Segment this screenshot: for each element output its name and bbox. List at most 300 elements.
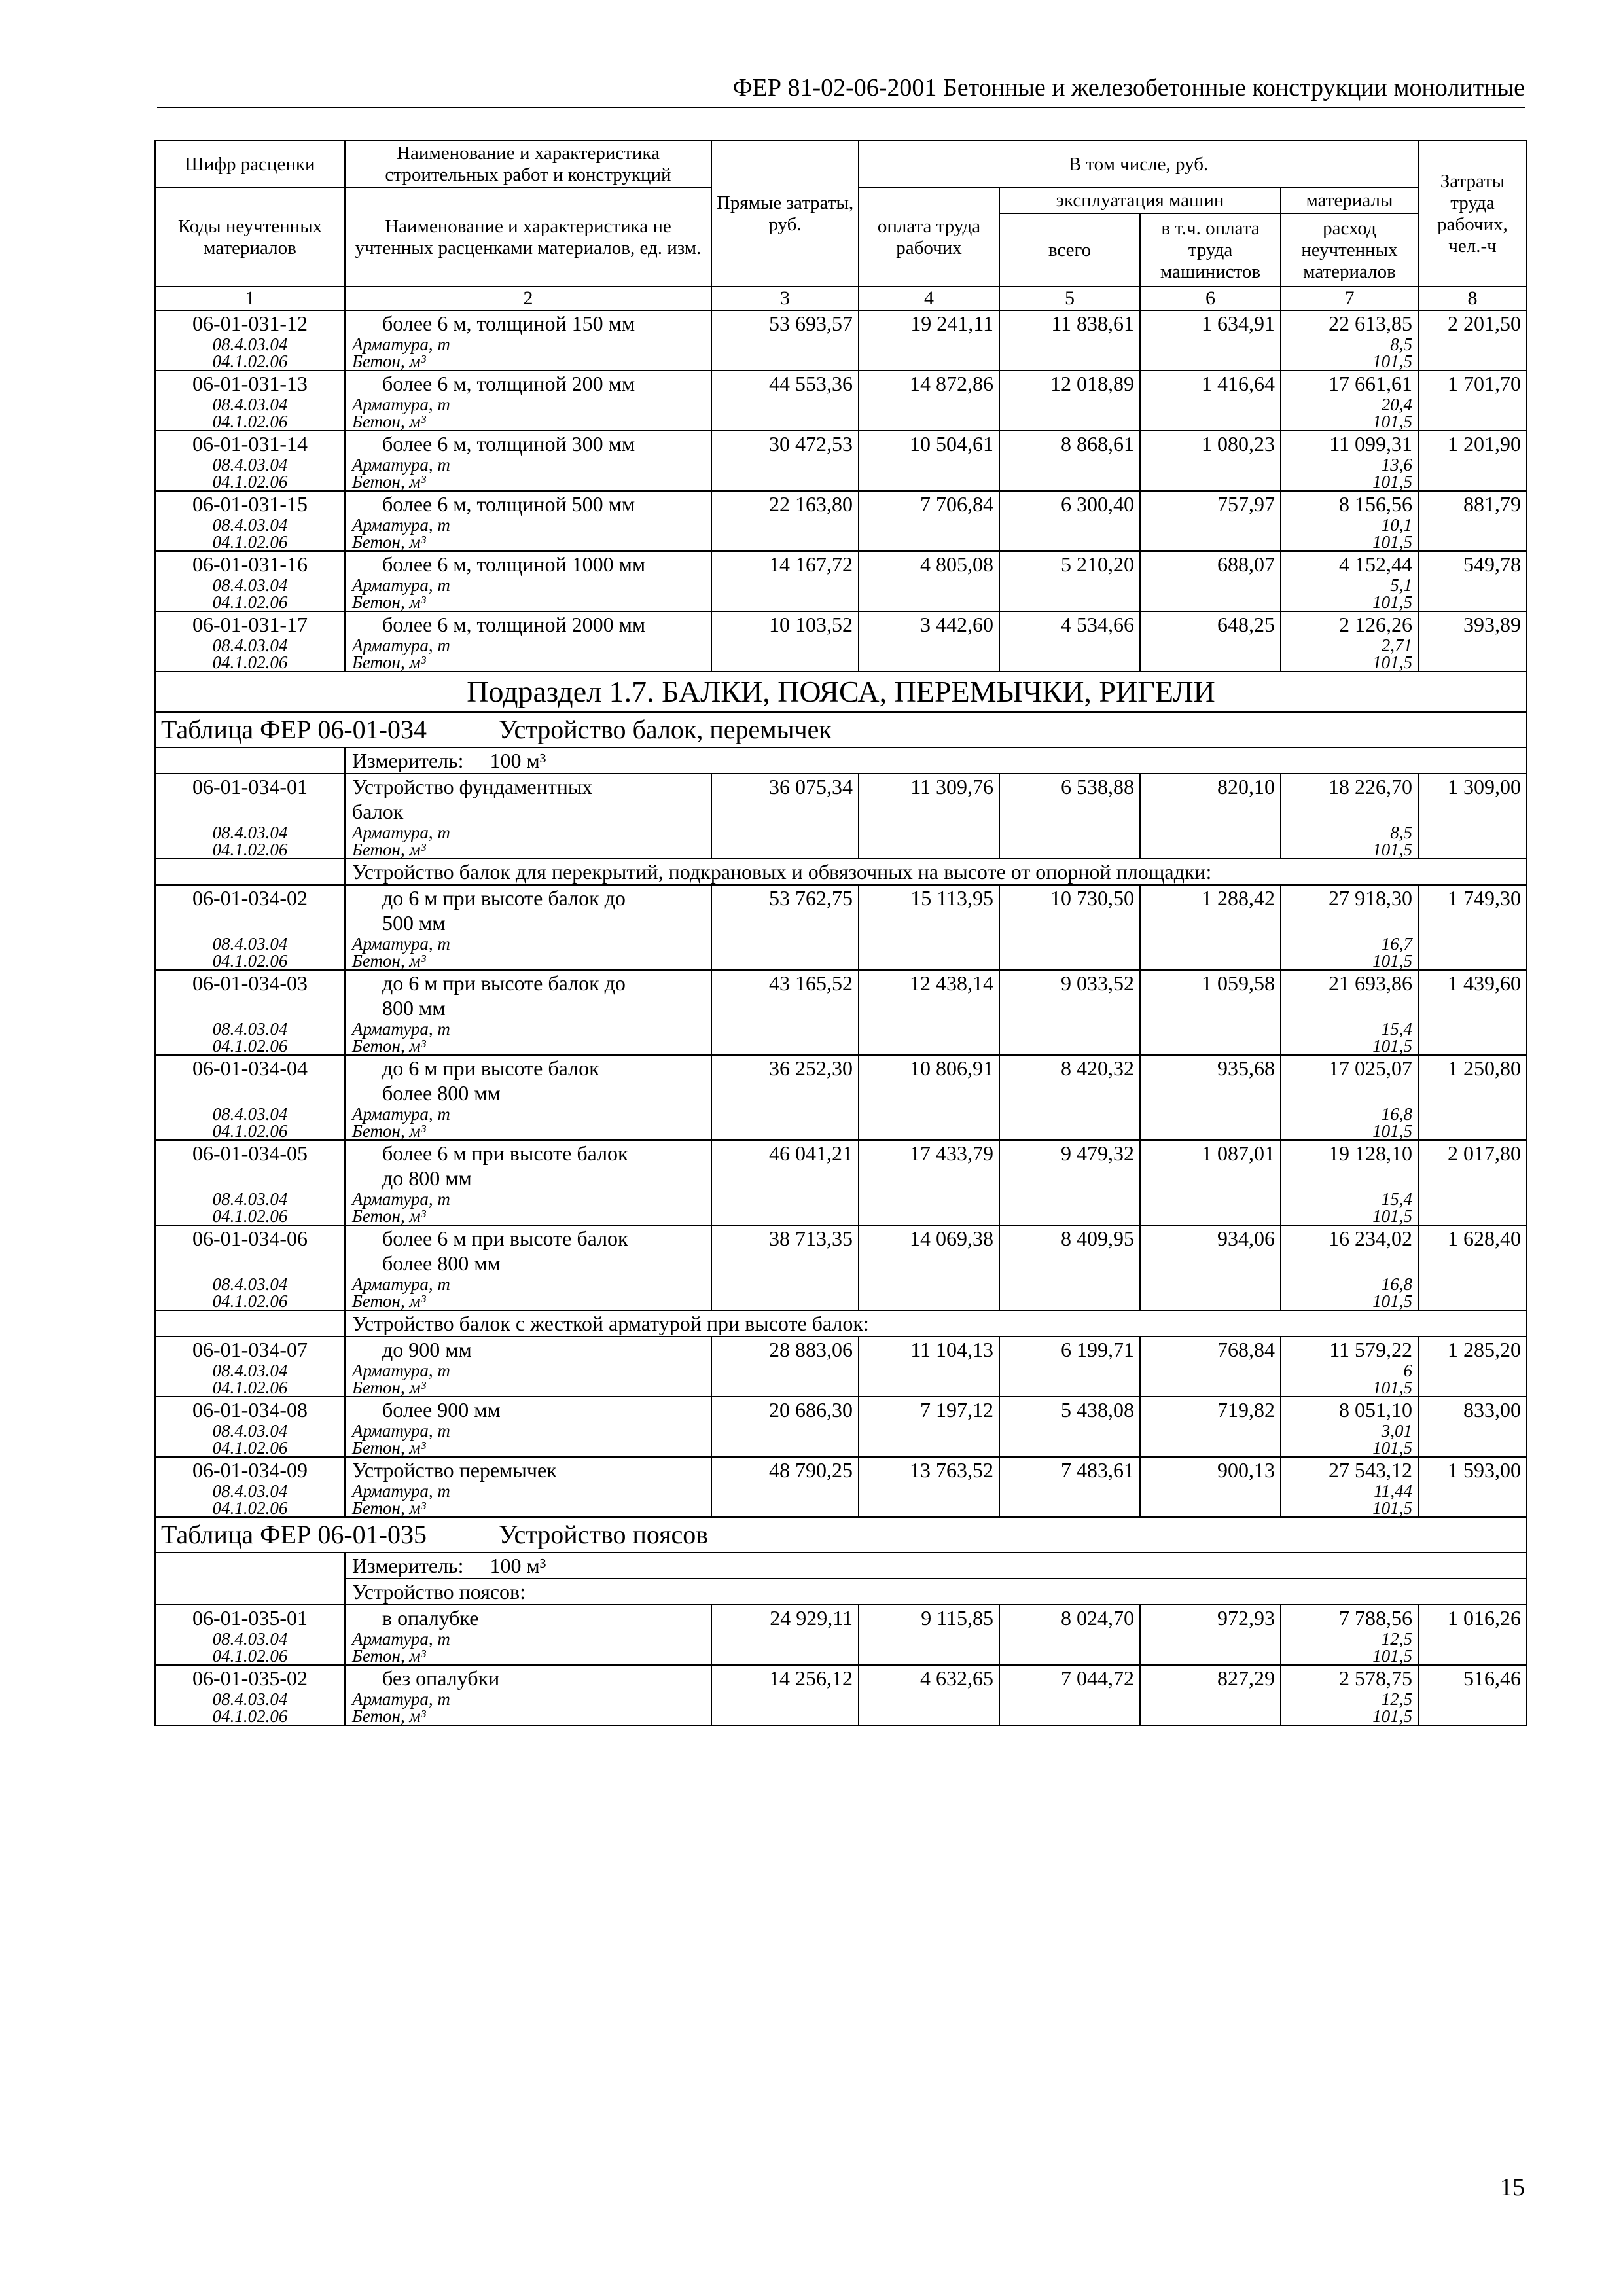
rate-code: 06-01-034-07 [155,1336,345,1362]
measure-label: Измеритель: [352,1554,464,1577]
material-qty: 15,4 [1281,1020,1418,1037]
material-name: Бетон, м³ [345,353,711,370]
material-qty: 101,5 [1281,1037,1418,1055]
col-name-top: Наименование и характеристика строительных работ и конструкций [345,141,711,188]
material-code: 04.1.02.06 [155,1208,345,1225]
material-name: Бетон, м³ [345,1499,711,1517]
machinist-pay: 768,84 [1140,1336,1281,1397]
labor-hours: 549,78 [1418,551,1527,611]
col-codes: Коды неучтенных материалов [155,188,345,287]
rate-row [155,611,1527,637]
machinist-pay: 1 634,91 [1140,310,1281,370]
rate-code: 06-01-031-13 [155,370,345,396]
material-code: 08.4.03.04 [155,456,345,473]
machines-total: 8 420,32 [999,1055,1140,1140]
material-name: Арматура, т [345,396,711,413]
material-code: 08.4.03.04 [155,1020,345,1037]
page-header: ФЕР 81-02-06-2001 Бетонные и железобетонные конструкции монолитные [732,74,1525,101]
machines-total: 9 033,52 [999,970,1140,1055]
machines-total: 8 868,61 [999,431,1140,491]
material-name: Арматура, т [345,1691,711,1708]
material-name: Арматура, т [345,637,711,654]
measure-cell [345,747,1527,774]
direct-cost: 20 686,30 [711,1397,859,1457]
labor-hours: 1 250,80 [1418,1055,1527,1140]
material-name: Арматура, т [345,1362,711,1379]
rate-row [155,551,1527,577]
machines-total: 9 479,32 [999,1140,1140,1225]
rate-row [155,370,1527,396]
material-qty: 101,5 [1281,841,1418,859]
material-qty: 10,1 [1281,516,1418,533]
labor-hours: 881,79 [1418,491,1527,551]
machinist-pay: 935,68 [1140,1055,1281,1140]
labor-pay: 19 241,11 [859,310,999,370]
labor-pay: 10 806,91 [859,1055,999,1140]
machinist-pay: 688,07 [1140,551,1281,611]
material-qty: 101,5 [1281,1293,1418,1310]
labor-pay: 3 442,60 [859,611,999,672]
rate-row [155,1605,1527,1630]
labor-pay: 4 805,08 [859,551,999,611]
materials-cost: 27 918,30 [1281,885,1418,910]
group-label: Устройство поясов: [345,1579,1527,1605]
material-code: 04.1.02.06 [155,1293,345,1310]
rate-name: более 6 м при высоте балок [345,1225,711,1251]
blank-cell [155,1579,345,1605]
machinist-pay: 972,93 [1140,1605,1281,1665]
rate-code: 06-01-031-12 [155,310,345,336]
labor-hours: 1 628,40 [1418,1225,1527,1310]
material-qty: 101,5 [1281,413,1418,431]
blank-cell [155,1552,345,1579]
materials-cost: 2 578,75 [1281,1665,1418,1691]
rate-row [155,491,1527,516]
material-qty: 101,5 [1281,952,1418,970]
machines-total: 5 438,08 [999,1397,1140,1457]
labor-pay: 9 115,85 [859,1605,999,1665]
rate-row [155,1457,1527,1482]
material-code: 08.4.03.04 [155,824,345,841]
machinist-pay: 1 416,64 [1140,370,1281,431]
rate-row [155,774,1527,799]
labor-hours: 516,46 [1418,1665,1527,1725]
header-rule [157,107,1525,108]
material-code: 04.1.02.06 [155,841,345,859]
col-direct: Прямые затраты, руб. [711,141,859,287]
material-code: 08.4.03.04 [155,1630,345,1647]
material-code: 04.1.02.06 [155,594,345,611]
table-heading-cell [155,712,1527,747]
rate-name: до 6 м при высоте балок до [345,970,711,996]
machinist-pay: 827,29 [1140,1665,1281,1725]
blank-cell [155,1081,345,1105]
material-code: 08.4.03.04 [155,1191,345,1208]
material-qty: 11,44 [1281,1482,1418,1499]
rate-name-cont: более 800 мм [345,1081,711,1105]
machines-total: 11 838,61 [999,310,1140,370]
rate-name: до 6 м при высоте балок до [345,885,711,910]
col-materials-unaccounted: расход неучтенных материалов [1281,213,1418,287]
machines-total: 5 210,20 [999,551,1140,611]
blank-cell [155,799,345,824]
machinist-pay: 1 087,01 [1140,1140,1281,1225]
direct-cost: 22 163,80 [711,491,859,551]
direct-cost: 10 103,52 [711,611,859,672]
material-qty: 101,5 [1281,473,1418,491]
machines-total: 10 730,50 [999,885,1140,970]
blank-cell [155,859,345,885]
material-qty: 101,5 [1281,1708,1418,1725]
material-code: 08.4.03.04 [155,1691,345,1708]
material-name: Арматура, т [345,1020,711,1037]
labor-pay: 17 433,79 [859,1140,999,1225]
col-num: 2 [345,287,711,310]
table-heading-cell [155,1517,1527,1552]
col-num: 1 [155,287,345,310]
group-row [155,1579,1527,1605]
material-name: Бетон, м³ [345,413,711,431]
page-number: 15 [1500,2174,1525,2201]
material-qty: 15,4 [1281,1191,1418,1208]
rate-name: более 900 мм [345,1397,711,1422]
rate-row [155,1397,1527,1422]
col-machines-total: всего [999,213,1140,287]
table-title: Устройство поясов [499,1520,709,1549]
materials-cost: 17 025,07 [1281,1055,1418,1081]
labor-pay: 14 872,86 [859,370,999,431]
table-heading [155,1517,1527,1552]
labor-hours: 1 309,00 [1418,774,1527,859]
material-code: 08.4.03.04 [155,516,345,533]
rate-name-cont: 500 мм [345,910,711,935]
material-name: Арматура, т [345,1422,711,1439]
col-materials: материалы [1281,188,1418,213]
material-code: 04.1.02.06 [155,533,345,551]
material-name: Бетон, м³ [345,1708,711,1725]
material-qty: 6 [1281,1362,1418,1379]
machines-total: 4 534,66 [999,611,1140,672]
material-qty: 3,01 [1281,1422,1418,1439]
table-title: Устройство балок, перемычек [499,715,832,744]
material-name: Арматура, т [345,1482,711,1499]
materials-cost: 8 051,10 [1281,1397,1418,1422]
materials-cost: 22 613,85 [1281,310,1418,336]
labor-hours: 1 439,60 [1418,970,1527,1055]
blank-cell [1281,1081,1418,1105]
labor-pay: 12 438,14 [859,970,999,1055]
rate-name: до 6 м при высоте балок [345,1055,711,1081]
material-name: Бетон, м³ [345,1122,711,1140]
col-num: 7 [1281,287,1418,310]
measure-value: 100 м³ [490,749,546,772]
measure-label: Измеритель: [352,749,464,772]
rate-row [155,310,1527,336]
rate-code: 06-01-034-05 [155,1140,345,1166]
labor-hours: 2 017,80 [1418,1140,1527,1225]
direct-cost: 53 693,57 [711,310,859,370]
labor-hours: 2 201,50 [1418,310,1527,370]
rate-code: 06-01-034-01 [155,774,345,799]
material-name: Арматура, т [345,1276,711,1293]
material-qty: 101,5 [1281,594,1418,611]
material-code: 04.1.02.06 [155,1499,345,1517]
rate-code: 06-01-031-17 [155,611,345,637]
rate-name-cont: 800 мм [345,996,711,1020]
rate-name: без опалубки [345,1665,711,1691]
material-qty: 2,71 [1281,637,1418,654]
material-code: 04.1.02.06 [155,1439,345,1457]
col-num: 6 [1140,287,1281,310]
measure-cell [345,1552,1527,1579]
labor-hours: 1 701,70 [1418,370,1527,431]
direct-cost: 14 256,12 [711,1665,859,1725]
labor-hours: 1 201,90 [1418,431,1527,491]
rate-name: более 6 м, толщиной 200 мм [345,370,711,396]
rate-code: 06-01-034-03 [155,970,345,996]
material-code: 08.4.03.04 [155,577,345,594]
material-code: 04.1.02.06 [155,654,345,672]
blank-cell [155,996,345,1020]
col-num: 5 [999,287,1140,310]
col-num: 8 [1418,287,1527,310]
material-qty: 101,5 [1281,1439,1418,1457]
material-qty: 12,5 [1281,1630,1418,1647]
machines-total: 6 538,88 [999,774,1140,859]
material-name: Арматура, т [345,336,711,353]
direct-cost: 46 041,21 [711,1140,859,1225]
rate-name: в опалубке [345,1605,711,1630]
materials-cost: 21 693,86 [1281,970,1418,996]
direct-cost: 24 929,11 [711,1605,859,1665]
rate-code: 06-01-034-04 [155,1055,345,1081]
labor-pay: 7 197,12 [859,1397,999,1457]
group-row [155,1310,1527,1336]
machinist-pay: 900,13 [1140,1457,1281,1517]
rate-name: более 6 м, толщиной 500 мм [345,491,711,516]
machinist-pay: 934,06 [1140,1225,1281,1310]
labor-pay: 15 113,95 [859,885,999,970]
col-machines: эксплуатация машин [999,188,1281,213]
machinist-pay: 1 080,23 [1140,431,1281,491]
direct-cost: 28 883,06 [711,1336,859,1397]
material-code: 08.4.03.04 [155,1105,345,1122]
rate-name-cont: до 800 мм [345,1166,711,1191]
material-name: Бетон, м³ [345,1208,711,1225]
labor-pay: 14 069,38 [859,1225,999,1310]
rate-name: более 6 м, толщиной 150 мм [345,310,711,336]
labor-hours: 1 749,30 [1418,885,1527,970]
rate-code: 06-01-034-08 [155,1397,345,1422]
rate-name: более 6 м, толщиной 2000 мм [345,611,711,637]
table-label: Таблица ФЕР 06-01-035 [161,1520,427,1549]
materials-cost: 11 579,22 [1281,1336,1418,1362]
direct-cost: 44 553,36 [711,370,859,431]
rate-code: 06-01-031-14 [155,431,345,456]
material-name: Бетон, м³ [345,952,711,970]
direct-cost: 30 472,53 [711,431,859,491]
rate-row [155,1336,1527,1362]
section-title: Подраздел 1.7. БАЛКИ, ПОЯСА, ПЕРЕМЫЧКИ, РИГЕЛИ [155,672,1527,712]
material-qty: 101,5 [1281,1208,1418,1225]
table-label: Таблица ФЕР 06-01-034 [161,715,427,744]
materials-cost: 4 152,44 [1281,551,1418,577]
direct-cost: 48 790,25 [711,1457,859,1517]
rate-code: 06-01-034-06 [155,1225,345,1251]
material-code: 04.1.02.06 [155,1379,345,1397]
blank-cell [155,1166,345,1191]
material-name: Бетон, м³ [345,841,711,859]
material-qty: 101,5 [1281,1122,1418,1140]
rate-row [155,885,1527,910]
direct-cost: 53 762,75 [711,885,859,970]
labor-pay: 10 504,61 [859,431,999,491]
rates-table [154,140,1527,1726]
rate-code: 06-01-031-16 [155,551,345,577]
blank-cell [1281,910,1418,935]
material-name: Арматура, т [345,1105,711,1122]
rate-code: 06-01-031-15 [155,491,345,516]
material-code: 04.1.02.06 [155,1037,345,1055]
material-qty: 16,7 [1281,935,1418,952]
materials-cost: 2 126,26 [1281,611,1418,637]
material-name: Арматура, т [345,935,711,952]
materials-cost: 8 156,56 [1281,491,1418,516]
rate-code: 06-01-035-01 [155,1605,345,1630]
col-machinist-pay: в т.ч. оплата труда машинистов [1140,213,1281,287]
labor-hours: 393,89 [1418,611,1527,672]
materials-cost: 7 788,56 [1281,1605,1418,1630]
material-code: 04.1.02.06 [155,473,345,491]
material-code: 04.1.02.06 [155,1647,345,1665]
rate-name: Устройство фундаментных [345,774,711,799]
labor-pay: 4 632,65 [859,1665,999,1725]
rate-name-cont: более 800 мм [345,1251,711,1276]
material-code: 04.1.02.06 [155,1708,345,1725]
material-code: 04.1.02.06 [155,353,345,370]
rate-name-cont: балок [345,799,711,824]
machines-total: 7 483,61 [999,1457,1140,1517]
rate-name: более 6 м, толщиной 300 мм [345,431,711,456]
material-name: Бетон, м³ [345,533,711,551]
material-code: 08.4.03.04 [155,336,345,353]
material-name: Арматура, т [345,577,711,594]
column-numbers [155,287,1527,310]
material-qty: 8,5 [1281,824,1418,841]
direct-cost: 36 075,34 [711,774,859,859]
rate-name: до 900 мм [345,1336,711,1362]
blank-cell [1281,1166,1418,1191]
material-code: 04.1.02.06 [155,1122,345,1140]
blank-cell [1281,799,1418,824]
material-code: 08.4.03.04 [155,935,345,952]
group-label: Устройство балок для перекрытий, подкрановых и обвязочных на высоте от опорной площадки: [345,859,1527,885]
material-qty: 101,5 [1281,1379,1418,1397]
machinist-pay: 719,82 [1140,1397,1281,1457]
col-labor: Затраты труда рабочих, чел.-ч [1418,141,1527,287]
labor-pay: 13 763,52 [859,1457,999,1517]
material-name: Бетон, м³ [345,1379,711,1397]
material-name: Арматура, т [345,456,711,473]
material-name: Бетон, м³ [345,594,711,611]
machines-total: 8 024,70 [999,1605,1140,1665]
material-name: Бетон, м³ [345,1037,711,1055]
blank-cell [1281,1251,1418,1276]
machinist-pay: 820,10 [1140,774,1281,859]
section-heading [155,672,1527,712]
machinist-pay: 1 288,42 [1140,885,1281,970]
labor-pay: 11 104,13 [859,1336,999,1397]
col-num: 4 [859,287,999,310]
materials-cost: 11 099,31 [1281,431,1418,456]
direct-cost: 14 167,72 [711,551,859,611]
labor-pay: 7 706,84 [859,491,999,551]
rate-row [155,1225,1527,1251]
blank-cell [155,1251,345,1276]
machines-total: 8 409,95 [999,1225,1140,1310]
blank-cell [155,1310,345,1336]
machines-total: 6 300,40 [999,491,1140,551]
machines-total: 12 018,89 [999,370,1140,431]
material-qty: 16,8 [1281,1276,1418,1293]
materials-cost: 16 234,02 [1281,1225,1418,1251]
material-qty: 101,5 [1281,654,1418,672]
material-qty: 5,1 [1281,577,1418,594]
material-qty: 16,8 [1281,1105,1418,1122]
machinist-pay: 1 059,58 [1140,970,1281,1055]
material-qty: 13,6 [1281,456,1418,473]
direct-cost: 36 252,30 [711,1055,859,1140]
labor-hours: 833,00 [1418,1397,1527,1457]
col-num: 3 [711,287,859,310]
machinist-pay: 757,97 [1140,491,1281,551]
col-incl: В том числе, руб. [859,141,1418,188]
rate-row [155,431,1527,456]
material-name: Бетон, м³ [345,654,711,672]
group-row [155,859,1527,885]
material-qty: 20,4 [1281,396,1418,413]
machines-total: 6 199,71 [999,1336,1140,1397]
rate-code: 06-01-035-02 [155,1665,345,1691]
material-code: 08.4.03.04 [155,637,345,654]
rate-name: Устройство перемычек [345,1457,711,1482]
materials-cost: 18 226,70 [1281,774,1418,799]
material-code: 08.4.03.04 [155,1362,345,1379]
labor-hours: 1 016,26 [1418,1605,1527,1665]
material-code: 08.4.03.04 [155,1276,345,1293]
rate-code: 06-01-034-02 [155,885,345,910]
material-name: Арматура, т [345,824,711,841]
group-label: Устройство балок с жесткой арматурой при высоте балок: [345,1310,1527,1336]
material-qty: 8,5 [1281,336,1418,353]
material-code: 08.4.03.04 [155,1482,345,1499]
machines-total: 7 044,72 [999,1665,1140,1725]
material-name: Бетон, м³ [345,1647,711,1665]
blank-cell [155,747,345,774]
labor-hours: 1 593,00 [1418,1457,1527,1517]
measure-row [155,1552,1527,1579]
material-code: 04.1.02.06 [155,413,345,431]
col-cipher: Шифр расценки [155,141,345,188]
material-name: Бетон, м³ [345,1293,711,1310]
measure-value: 100 м³ [490,1554,546,1577]
rate-name: более 6 м при высоте балок [345,1140,711,1166]
rate-row [155,1140,1527,1166]
material-name: Арматура, т [345,1191,711,1208]
material-name: Бетон, м³ [345,473,711,491]
machinist-pay: 648,25 [1140,611,1281,672]
labor-hours: 1 285,20 [1418,1336,1527,1397]
